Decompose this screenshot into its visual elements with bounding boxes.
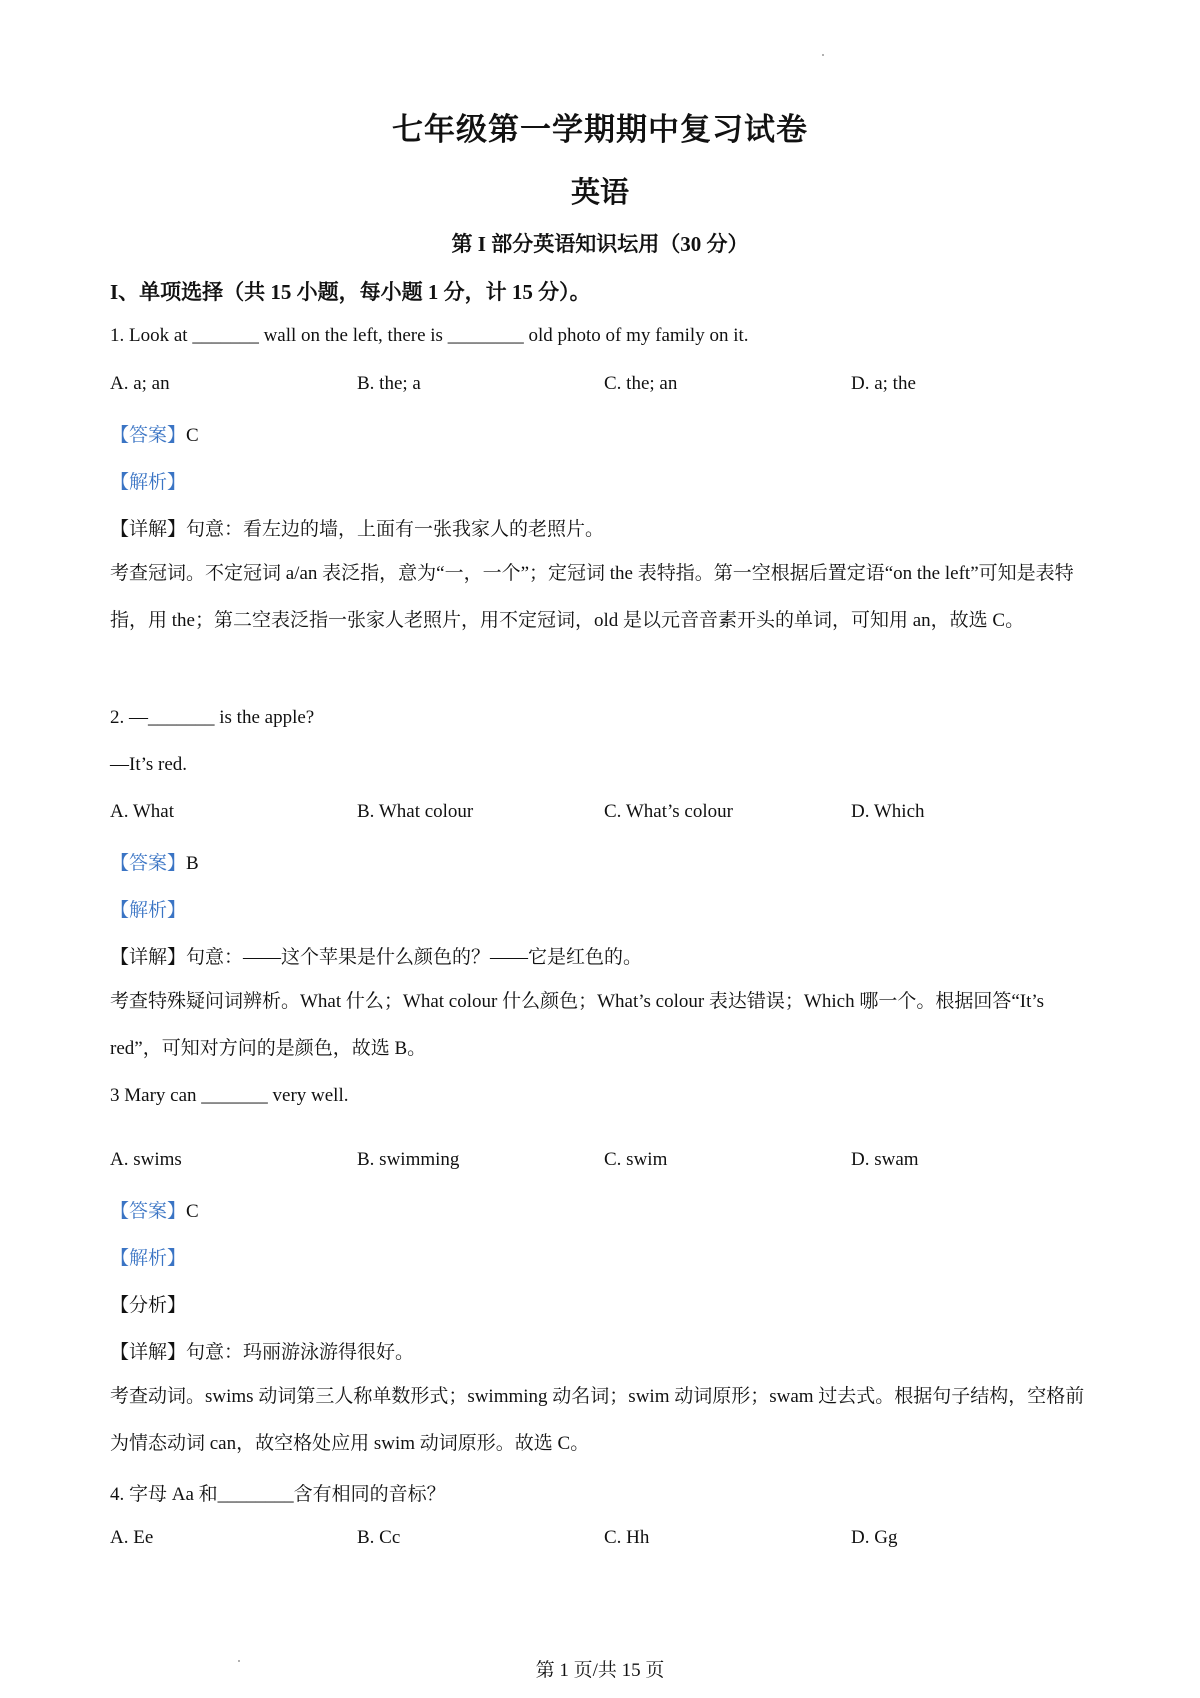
page-number-footer: 第 1 页/共 15 页 — [535, 1660, 665, 1681]
question-3-fenxi-label: 【分析】 — [110, 1295, 187, 1316]
detail-text: 句意：看左边的墙，上面有一张我家人的老照片。 — [186, 519, 605, 540]
question-2-option-a: A. What — [110, 801, 175, 822]
question-3-explanation: 考查动词。swims 动词第三人称单数形式；swimming 动名词；swim 动词原形；swam 过去式。根据句子结构，空格前为情态动词 can，故空格处应用 swim 动词原形。故选 C。 — [110, 1386, 1085, 1454]
question-3-option-c: C. swim — [604, 1149, 668, 1170]
detail-label: 【详解】 — [110, 519, 187, 540]
question-2-option-b: B. What colour — [357, 801, 474, 822]
question-4-stem: 4. 字母 Aa 和________含有相同的音标？ — [110, 1484, 446, 1505]
question-1-analysis-label: 【解析】 — [110, 472, 187, 493]
question-1-option-c: C. the; an — [604, 373, 678, 394]
question-3-option-b: B. swimming — [357, 1149, 460, 1170]
question-1-explanation: 考查冠词。不定冠词 a/an 表泛指，意为“一，一个”；定冠词 the 表特指。第一空根据后置定语“on the left”可知是表特指，用 the；第二空表泛指一张家人老照片，用不定冠词，old 是以元音音素开头的单词，可知用 an，故选 C。 — [110, 563, 1074, 631]
section-title: I、单项选择（共 15 小题，每小题 1 分，计 15 分）。 — [110, 280, 591, 304]
question-1-detail — [110, 514, 604, 541]
part-title: 第 I 部分英语知识坛用（30 分） — [451, 232, 749, 256]
question-2-stem: 2. —_______ is the apple? — [110, 707, 315, 728]
question-4-option-c: C. Hh — [604, 1527, 650, 1548]
question-1-option-d: D. a; the — [851, 373, 916, 394]
answer-value: C — [186, 425, 199, 446]
question-1-stem: 1. Look at _______ wall on the left, there is ________ old photo of my family on it. — [110, 325, 749, 346]
question-3-option-d: D. swam — [851, 1149, 919, 1170]
question-4-option-d: D. Gg — [851, 1527, 898, 1548]
answer-label: 【答案】 — [110, 853, 187, 874]
detail-text: 句意：玛丽游泳游得很好。 — [186, 1342, 415, 1363]
question-4-option-a: A. Ee — [110, 1527, 154, 1548]
question-3-answer — [110, 1196, 199, 1223]
detail-label: 【详解】 — [110, 947, 187, 968]
answer-value: C — [186, 1201, 199, 1222]
question-3-stem: 3 Mary can _______ very well. — [110, 1085, 349, 1106]
question-2-option-d: D. Which — [851, 801, 925, 822]
exam-title: 七年级第一学期期中复习试卷 — [392, 112, 808, 147]
question-1-option-b: B. the; a — [357, 373, 421, 394]
detail-label: 【详解】 — [110, 1342, 187, 1363]
question-2-answer — [110, 848, 199, 875]
scan-speck — [822, 54, 824, 56]
question-2-explanation: 考查特殊疑问词辨析。What 什么；What colour 什么颜色；What’s colour 表达错误；Which 哪一个。根据回答“It’s red”，可知对方问的是颜色，故选 B。 — [110, 991, 1045, 1059]
question-4-option-b: B. Cc — [357, 1527, 401, 1548]
answer-label: 【答案】 — [110, 425, 187, 446]
question-3-detail — [110, 1337, 414, 1364]
question-1-answer — [110, 420, 199, 447]
question-2-option-c: C. What’s colour — [604, 801, 733, 822]
question-2-detail — [110, 942, 642, 969]
question-1-option-a: A. a; an — [110, 373, 170, 394]
answer-value: B — [186, 853, 199, 874]
detail-text: 句意：——这个苹果是什么颜色的？——它是红色的。 — [186, 947, 643, 968]
question-3-option-a: A. swims — [110, 1149, 182, 1170]
question-3-analysis-label: 【解析】 — [110, 1248, 187, 1269]
subject-title: 英语 — [570, 177, 629, 209]
answer-label: 【答案】 — [110, 1201, 187, 1222]
question-2-reply: —It’s red. — [110, 754, 188, 775]
question-2-analysis-label: 【解析】 — [110, 900, 187, 921]
